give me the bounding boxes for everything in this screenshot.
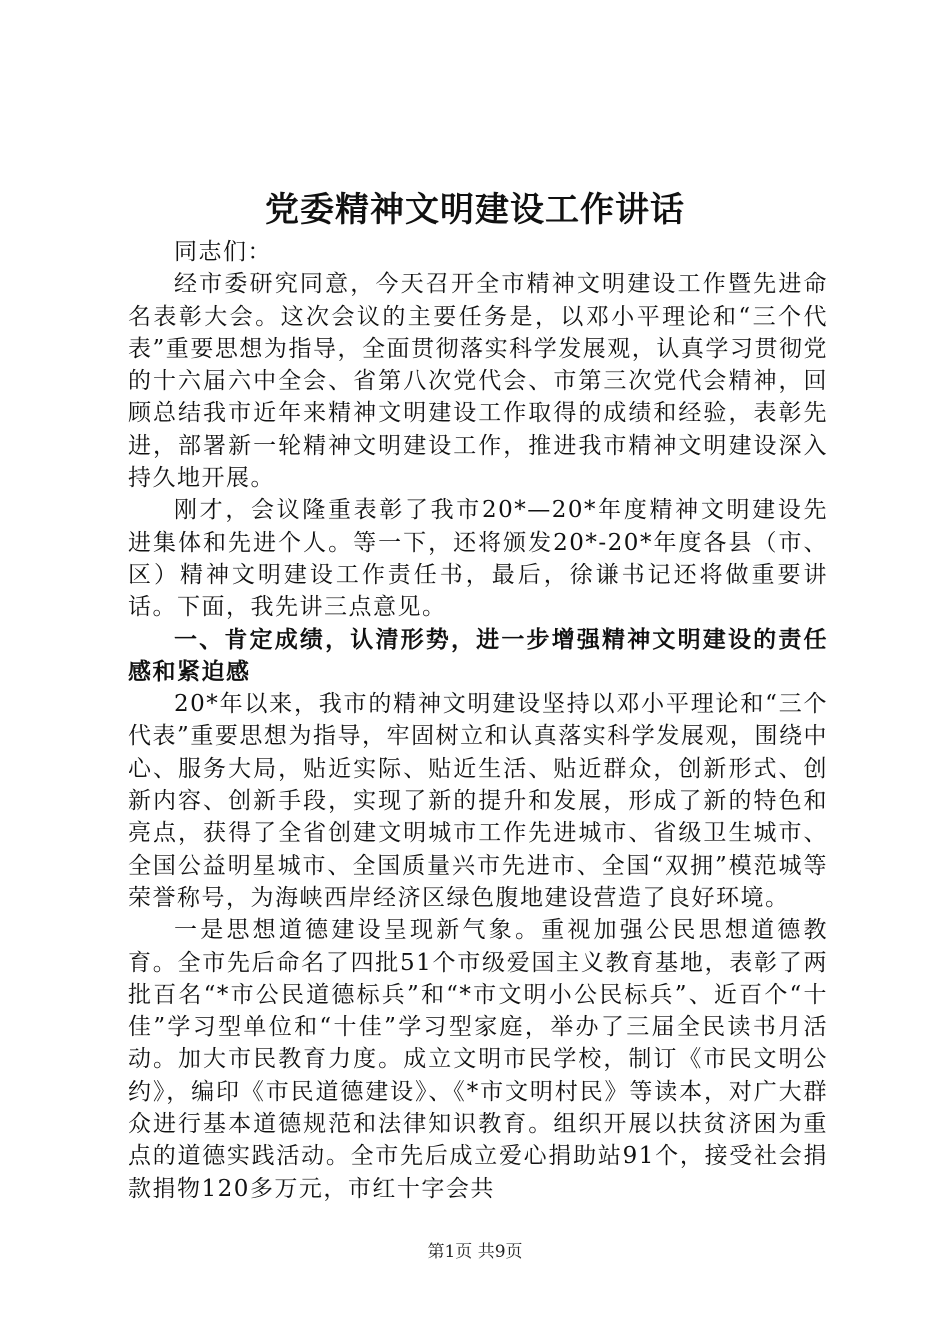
document-body (128, 236, 828, 1205)
page-number-footer: 第1页 共9页 (427, 1242, 523, 1262)
document-title: 党委精神文明建设工作讲话 (265, 190, 685, 230)
section-heading: 一、肯定成绩，认清形势，进一步增强精神文明建设的责任感和紧迫感 (128, 626, 828, 685)
body-paragraph: 20*年以来，我市的精神文明建设坚持以邓小平理论和“三个代表”重要思想为指导，牢固树立和认真落实科学发展观，围绕中心、服务大局，贴近实际、贴近生活、贴近群众，创新形式、创新内容、创新手段，实现了新的提升和发展，形成了新的特色和亮点，获得了全省创建文明城市工作先进城市、省级卫生城市、全国公益明星城市、全国质量兴市先进市、全国“双拥”模范城等荣誉称号，为海峡西岸经济区绿色腹地建设营造了良好环境。 (128, 691, 828, 911)
body-paragraph: 刚才，会议隆重表彰了我市20*—20*年度精神文明建设先进集体和先进个人。等一下，还将颁发20*-20*年度各县（市、区）精神文明建设工作责任书，最后，徐谦书记还将做重要讲话。下面，我先讲三点意见。 (128, 497, 828, 621)
salutation-paragraph: 同志们： (174, 239, 272, 265)
body-paragraph: 一是思想道德建设呈现新气象。重视加强公民思想道德教育。全市先后命名了四批51个市级爱国主义教育基地，表彰了两批百名“*市公民道德标兵”和“*市文明小公民标兵”、近百个“十佳”学习型单位和“十佳”学习型家庭，举办了三届全民读书月活动。加大市民教育力度。成立文明市民学校，制订《市民文明公约》，编印《市民道德建设》、《*市文明村民》等读本，对广大群众进行基本道德规范和法律知识教育。组织开展以扶贫济困为重点的道德实践活动。全市先后成立爱心捐助站91个，接受社会捐款捐物120多万元，市红十字会共 (128, 917, 828, 1202)
body-paragraph: 经市委研究同意，今天召开全市精神文明建设工作暨先进命名表彰大会。这次会议的主要任务是，以邓小平理论和“三个代表”重要思想为指导，全面贯彻落实科学发展观，认真学习贯彻党的十六届六中全会、省第八次党代会、市第三次党代会精神，回顾总结我市近年来精神文明建设工作取得的成绩和经验，表彰先进，部署新一轮精神文明建设工作，推进我市精神文明建设深入持久地开展。 (128, 271, 828, 492)
